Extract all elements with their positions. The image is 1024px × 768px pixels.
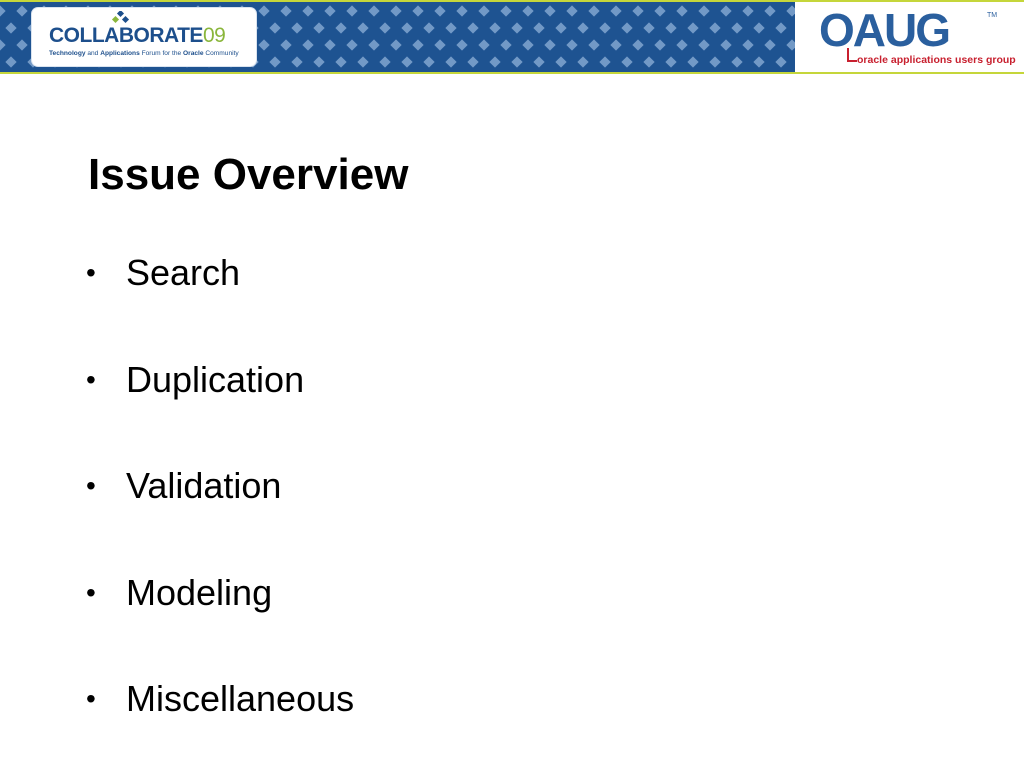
bullet-glyph: • [86, 683, 96, 714]
banner-diamond [445, 22, 456, 33]
collaborate-word: COLLABORATE [49, 24, 203, 47]
banner-diamond [390, 5, 401, 16]
banner-diamond [643, 56, 654, 67]
banner-diamond [599, 56, 610, 67]
oaug-accent-line [847, 60, 857, 62]
banner-diamond [456, 5, 467, 16]
collaborate-wordmark [49, 25, 225, 47]
oaug-logo [795, 0, 1024, 74]
banner-diamond [456, 39, 467, 50]
banner-diamond [478, 39, 489, 50]
banner-diamond [544, 5, 555, 16]
banner-diamond [478, 5, 489, 16]
banner-diamond [577, 56, 588, 67]
bullet-list [86, 246, 354, 768]
bullet-text: Duplication [126, 358, 305, 400]
tagline-part: and [85, 50, 101, 57]
bullet-item [86, 672, 354, 725]
bullet-text: Validation [126, 465, 282, 506]
banner-diamond [665, 22, 676, 33]
banner-diamond [654, 5, 665, 16]
collaborate-logo [32, 8, 256, 66]
banner-diamond [621, 56, 632, 67]
slide-title: Issue Overview [88, 150, 409, 199]
banner-diamond [786, 39, 795, 50]
tagline-part: Community [203, 50, 239, 57]
banner-diamond [753, 56, 764, 67]
banner-diamond [731, 56, 742, 67]
banner-diamond [610, 5, 621, 16]
bullet-item [86, 566, 354, 619]
bullet-glyph: • [86, 470, 96, 501]
banner-diamond [709, 56, 720, 67]
banner-diamond [610, 39, 621, 50]
bullet-glyph: • [86, 576, 96, 608]
banner-diamond [599, 22, 610, 33]
banner-diamond [280, 5, 291, 16]
banner-diamond [533, 22, 544, 33]
banner-diamond [423, 22, 434, 33]
banner-diamond [324, 5, 335, 16]
banner-diamond [346, 5, 357, 16]
tagline-part: Oracle [183, 50, 204, 57]
banner-diamond [357, 56, 368, 67]
bullet-text: Modeling [126, 571, 273, 613]
bullet-item [86, 353, 354, 406]
banner-diamond [720, 5, 731, 16]
banner-diamond [16, 39, 27, 50]
banner-diamond [632, 39, 643, 50]
bullet-glyph: • [86, 363, 96, 395]
banner-diamond [434, 5, 445, 16]
banner-diamond [775, 56, 786, 67]
collaborate-year: 09 [202, 24, 226, 47]
tagline-part: Applications [100, 50, 140, 57]
banner-diamond [390, 39, 401, 50]
banner-diamond [544, 39, 555, 50]
bullet-text: Miscellaneous [126, 678, 355, 719]
banner-diamond [423, 56, 434, 67]
banner-diamond [258, 39, 269, 50]
banner-diamond [533, 56, 544, 67]
banner-diamond [676, 5, 687, 16]
banner-diamond [302, 5, 313, 16]
banner-diamond [555, 56, 566, 67]
banner-diamond [412, 39, 423, 50]
header-banner [0, 0, 1024, 74]
banner-diamond [500, 39, 511, 50]
banner-diamond [511, 22, 522, 33]
banner-diamond [566, 39, 577, 50]
banner-diamond [5, 22, 16, 33]
banner-diamond [467, 22, 478, 33]
banner-diamond [731, 22, 742, 33]
banner-diamond [445, 56, 456, 67]
banner-diamond [291, 22, 302, 33]
tagline-part: Technology [49, 50, 86, 57]
banner-diamond [588, 39, 599, 50]
banner-diamond [522, 5, 533, 16]
banner-diamond [566, 5, 577, 16]
banner-diamond [0, 39, 6, 50]
banner-diamond [291, 56, 302, 67]
banner-diamond [368, 39, 379, 50]
banner-diamond [687, 22, 698, 33]
banner-diamond [368, 5, 379, 16]
banner-diamond [346, 39, 357, 50]
banner-diamond [764, 39, 775, 50]
banner-diamond [742, 39, 753, 50]
banner-diamond [269, 56, 280, 67]
oaug-wordmark: OAUG [819, 4, 949, 56]
banner-diamond [313, 22, 324, 33]
banner-diamond [577, 22, 588, 33]
banner-diamond [280, 39, 291, 50]
banner-diamond [643, 22, 654, 33]
banner-diamond [698, 5, 709, 16]
banner-diamond [467, 56, 478, 67]
bullet-item [86, 459, 354, 512]
banner-diamond [258, 5, 269, 16]
banner-diamond [16, 5, 27, 16]
banner-diamond [313, 56, 324, 67]
banner-diamond [720, 39, 731, 50]
banner-diamond [489, 22, 500, 33]
banner-diamond [335, 56, 346, 67]
banner-diamond [401, 22, 412, 33]
banner-diamond [654, 39, 665, 50]
banner-diamond [434, 39, 445, 50]
banner-diamond [489, 56, 500, 67]
banner-diamond [269, 22, 280, 33]
banner-diamond [511, 56, 522, 67]
banner-diamond [621, 22, 632, 33]
banner-diamond [775, 22, 786, 33]
banner-diamond [0, 5, 6, 16]
diamond-cluster-icon [110, 11, 132, 25]
banner-diamond [379, 56, 390, 67]
banner-diamond [5, 56, 16, 67]
collaborate-tagline [49, 50, 239, 58]
banner-diamond [698, 39, 709, 50]
tagline-part: Forum for the [139, 50, 184, 57]
bullet-text: Search [126, 252, 241, 293]
banner-diamond [412, 5, 423, 16]
banner-diamond [742, 5, 753, 16]
bullet-item [86, 246, 354, 299]
banner-diamond [302, 39, 313, 50]
banner-diamond [753, 22, 764, 33]
oaug-tagline: oracle applications users group [857, 54, 1016, 66]
banner-diamond [379, 22, 390, 33]
banner-diamond [764, 5, 775, 16]
oaug-trademark: TM [987, 12, 998, 19]
banner-diamond [687, 56, 698, 67]
banner-diamond [500, 5, 511, 16]
banner-diamond [324, 39, 335, 50]
banner-diamond [588, 5, 599, 16]
banner-diamond [522, 39, 533, 50]
banner-diamond [632, 5, 643, 16]
bullet-glyph: • [86, 257, 96, 288]
banner-diamond [357, 22, 368, 33]
banner-diamond [676, 39, 687, 50]
banner-diamond [709, 22, 720, 33]
banner-diamond [786, 5, 795, 16]
banner-diamond [555, 22, 566, 33]
banner-diamond [401, 56, 412, 67]
banner-diamond [665, 56, 676, 67]
banner-diamond [335, 22, 346, 33]
